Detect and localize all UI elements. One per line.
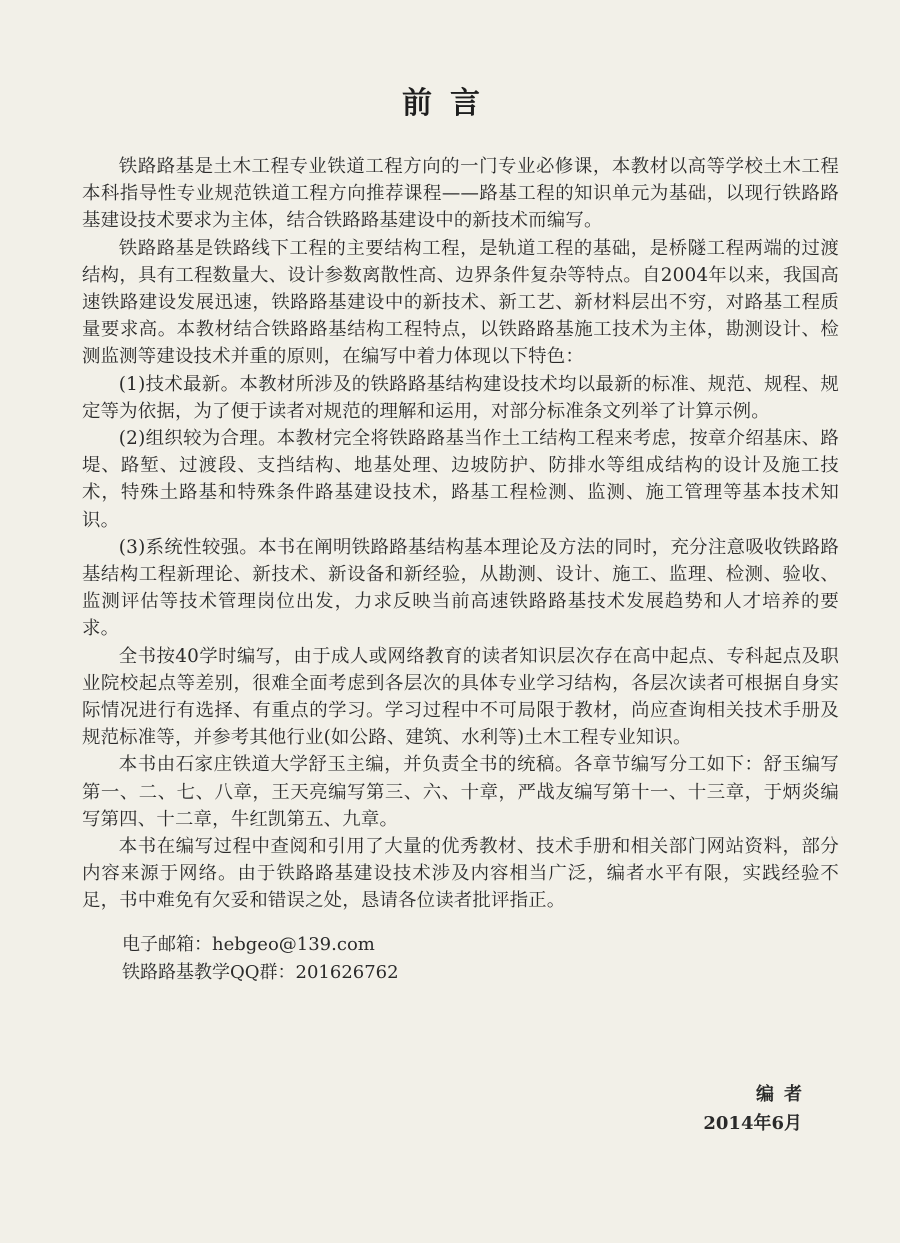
paragraph: 铁路路基是土木工程专业铁道工程方向的一门专业必修课，本教材以高等学校土木工程本科指导性专业规范铁道工程方向推荐课程——路基工程的知识单元为基础，以现行铁路路基建设技术要求为主体，结合铁路路基建设中的新技术而编写。 bbox=[82, 156, 839, 232]
paragraph: (1)技术最新。本教材所涉及的铁路路基结构建设技术均以最新的标准、规范、规程、规定等为依据，为了便于读者对规范的理解和运用，对部分标准条文列举了计算示例。 bbox=[82, 373, 839, 422]
paragraph: (3)系统性较强。本书在阐明铁路路基结构基本理论及方法的同时，充分注意吸收铁路路基结构工程新理论、新技术、新设备和新经验，从勘测、设计、施工、监理、检测、验收、监测评估等技术管理岗位出发，力求反映当前高速铁路路基技术发展趋势和人才培养的要求。 bbox=[82, 536, 839, 640]
paragraph: 铁路路基是铁路线下工程的主要结构工程，是轨道工程的基础，是桥隧工程两端的过渡结构，具有工程数量大、设计参数离散性高、边界条件复杂等特点。自2004年以来，我国高速铁路建设发展迅速，铁路路基建设中的新技术、新工艺、新材料层出不穷，对路基工程质量要求高。本教材结合铁路路基结构工程特点，以铁路路基施工技术为主体，勘测设计、检测监测等建设技术并重的原则，在编写中着力体现以下特色： bbox=[82, 237, 839, 368]
paragraph: 本书在编写过程中查阅和引用了大量的优秀教材、技术手册和相关部门网站资料，部分内容来源于网络。由于铁路路基建设技术涉及内容相当广泛，编者水平有限，实践经验不足，书中难免有欠妥和错误之处，恳请各位读者批评指正。 bbox=[82, 836, 839, 912]
signature-author: 编者 bbox=[756, 1084, 812, 1105]
contact-info bbox=[122, 931, 399, 986]
signature-date: 2014年6月 bbox=[703, 1113, 802, 1134]
paragraph: 全书按40学时编写，由于成人或网络教育的读者知识层次存在高中起点、专科起点及职业院校起点等差别，很难全面考虑到各层次的具体专业学习结构，各层次读者可根据自身实际情况进行有选择、有重点的学习。学习过程中不可局限于教材，尚应查询相关技术手册及规范标准等，并参考其他行业(如公路、建筑、水利等)土木工程专业知识。 bbox=[82, 645, 839, 749]
signature-block bbox=[703, 1080, 812, 1138]
paragraph: 本书由石家庄铁道大学舒玉主编，并负责全书的统稿。各章节编写分工如下：舒玉编写第一、二、七、八章，王天亮编写第三、六、十章，严战友编写第十一、十三章，于炳炎编写第四、十二章，牛红凯第五、九章。 bbox=[82, 754, 839, 830]
page-title: 前言 bbox=[402, 86, 498, 121]
qq-group-line: 铁路路基教学QQ群：201626762 bbox=[122, 961, 399, 983]
preface-body bbox=[82, 153, 839, 915]
email-line: 电子邮箱：hebgeo@139.com bbox=[122, 934, 375, 955]
paragraph: (2)组织较为合理。本教材完全将铁路路基当作土工结构工程来考虑，按章介绍基床、路堤、路堑、过渡段、支挡结构、地基处理、边坡防护、防排水等组成结构的设计及施工技术，特殊土路基和特殊条件路基建设技术，路基工程检测、监测、施工管理等基本技术知识。 bbox=[82, 428, 839, 531]
